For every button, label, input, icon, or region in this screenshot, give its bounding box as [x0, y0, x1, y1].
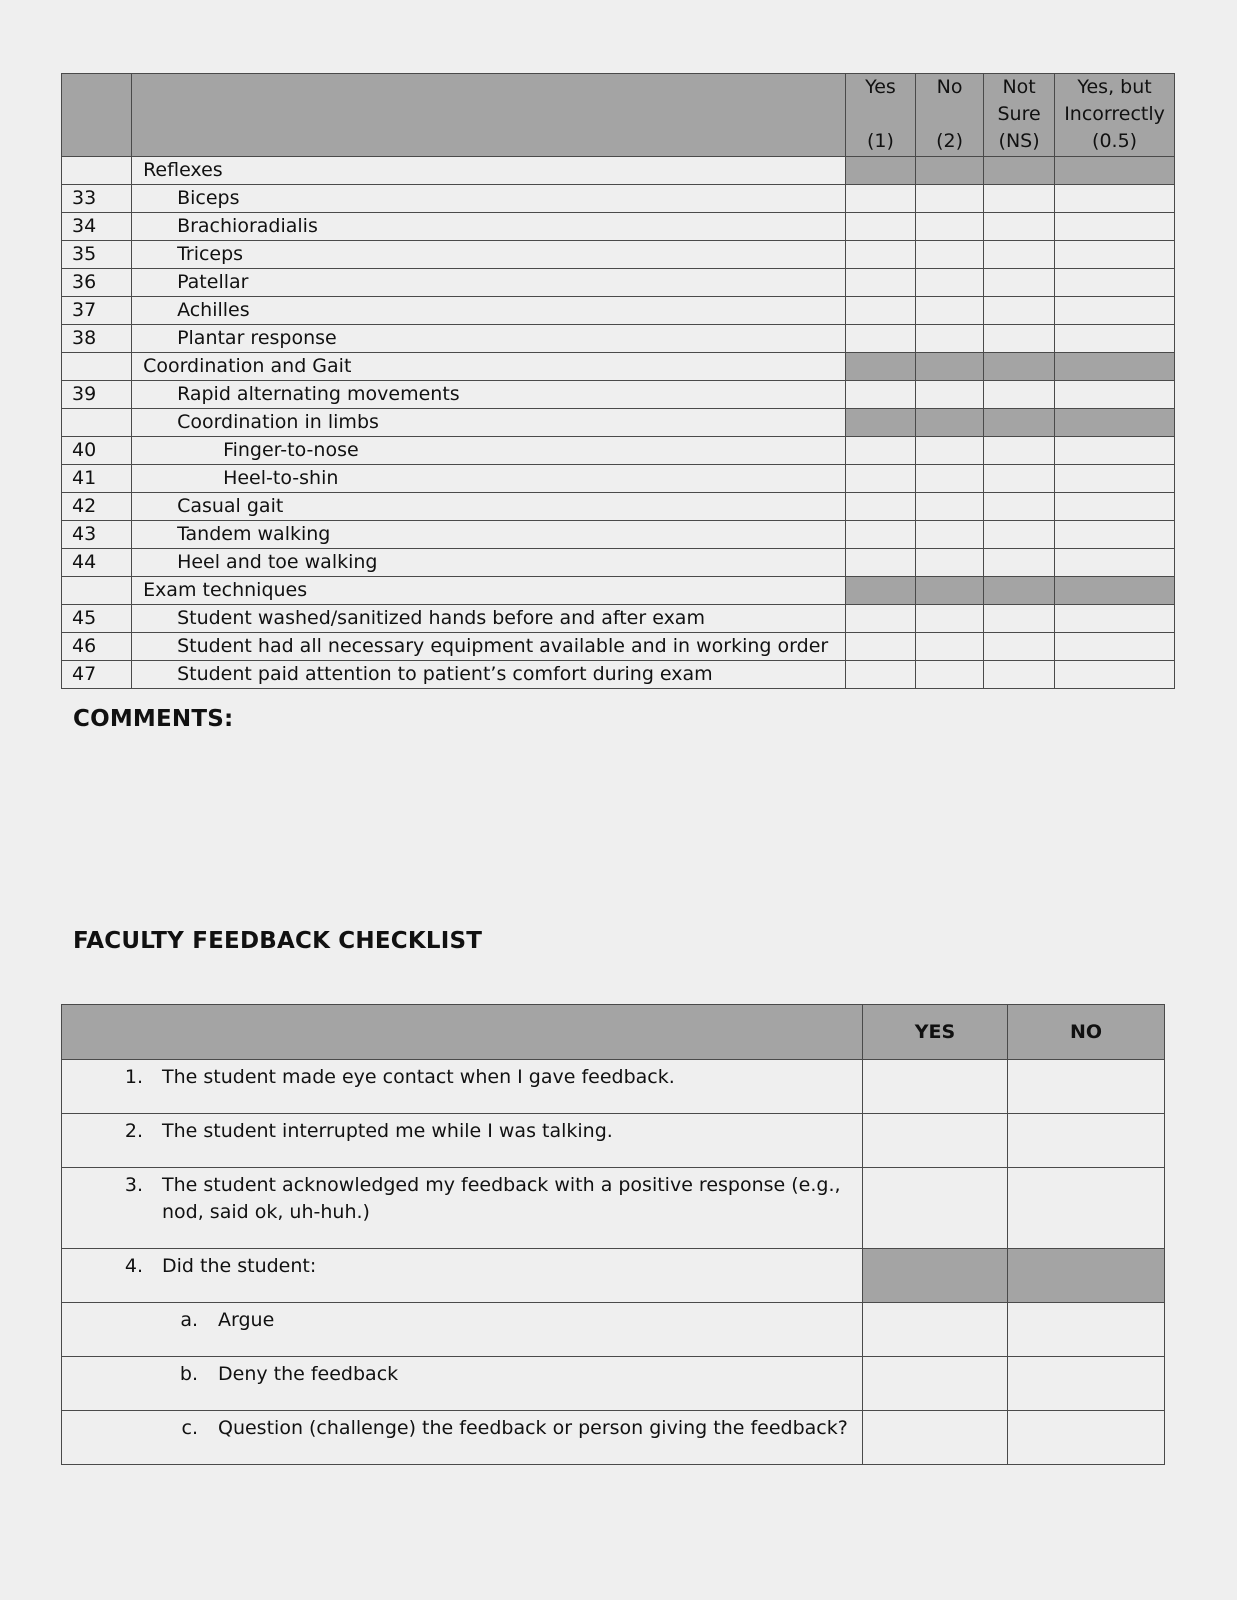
rating-cell-yes[interactable] — [845, 633, 915, 661]
row-number: 43 — [62, 521, 132, 549]
feedback-question-cell — [62, 1060, 863, 1114]
header-no — [916, 74, 984, 157]
rating-cell-not-sure[interactable] — [984, 241, 1055, 269]
header-no-line-1: No — [936, 76, 963, 98]
feedback-item-number: a. — [180, 1309, 198, 1331]
rating-cell-not-sure[interactable] — [984, 381, 1055, 409]
checklist-row — [62, 661, 1175, 689]
rating-cell-not-sure[interactable] — [984, 605, 1055, 633]
feedback-question-cell — [62, 1114, 863, 1168]
row-label: Student paid attention to patient’s comfort during exam — [132, 661, 846, 689]
feedback-cell-no[interactable] — [1008, 1114, 1165, 1168]
checklist-row — [62, 185, 1175, 213]
feedback-item-text: The student interrupted me while I was talking. — [162, 1120, 613, 1142]
row-label: Triceps — [132, 241, 846, 269]
header-yes-line-1: Yes — [865, 76, 896, 98]
row-label: Rapid alternating movements — [132, 381, 846, 409]
row-label: Patellar — [132, 269, 846, 297]
rating-cell-incorrect[interactable] — [1055, 549, 1175, 577]
feedback-cell-yes[interactable] — [863, 1114, 1008, 1168]
feedback-item-number: c. — [181, 1417, 198, 1439]
row-number: 39 — [62, 381, 132, 409]
rating-cell-incorrect[interactable] — [1055, 185, 1175, 213]
row-label: Biceps — [132, 185, 846, 213]
rating-cell-incorrect[interactable] — [1055, 269, 1175, 297]
checklist-row — [62, 325, 1175, 353]
header-incorrect-line-1: Yes, but — [1077, 76, 1152, 98]
section-row — [62, 409, 1175, 437]
feedback-question — [62, 1172, 862, 1226]
feedback-question — [62, 1118, 862, 1145]
header-yes-line-3: (1) — [867, 130, 894, 152]
row-label: Achilles — [132, 297, 846, 325]
rating-cell-incorrect[interactable] — [1055, 381, 1175, 409]
row-number: 46 — [62, 633, 132, 661]
checklist-row — [62, 549, 1175, 577]
rating-cell-incorrect[interactable] — [1055, 465, 1175, 493]
feedback-item-row — [62, 1357, 1165, 1411]
row-number: 42 — [62, 493, 132, 521]
rating-cell-not-sure[interactable] — [984, 437, 1055, 465]
rating-cell-incorrect[interactable] — [1055, 521, 1175, 549]
row-label: Coordination and Gait — [132, 353, 846, 381]
checklist-row — [62, 465, 1175, 493]
rating-cell-no[interactable] — [916, 661, 984, 689]
rating-cell-not-sure[interactable] — [984, 549, 1055, 577]
feedback-cell-yes — [863, 1249, 1008, 1303]
row-label: Finger-to-nose — [132, 437, 846, 465]
feedback-header-no: NO — [1008, 1005, 1165, 1060]
rating-cell-no[interactable] — [916, 185, 984, 213]
rating-cell-incorrect[interactable] — [1055, 493, 1175, 521]
checklist-row — [62, 493, 1175, 521]
rating-cell-not-sure — [984, 157, 1055, 185]
rating-cell-no[interactable] — [916, 605, 984, 633]
rating-cell-not-sure[interactable] — [984, 325, 1055, 353]
header-not-sure-line-2: Sure — [997, 103, 1041, 125]
rating-cell-no[interactable] — [916, 437, 984, 465]
header-not-sure — [984, 74, 1055, 157]
feedback-cell-yes[interactable] — [863, 1411, 1008, 1465]
header-item-cell — [132, 74, 846, 157]
rating-cell-no[interactable] — [916, 549, 984, 577]
row-number: 33 — [62, 185, 132, 213]
section-row — [62, 353, 1175, 381]
row-label: Student had all necessary equipment available and in working order — [132, 633, 846, 661]
row-number: 35 — [62, 241, 132, 269]
feedback-item-text: The student made eye contact when I gave feedback. — [162, 1066, 675, 1088]
rating-cell-yes — [845, 577, 915, 605]
feedback-item-number: 2. — [124, 1120, 143, 1142]
rating-cell-not-sure[interactable] — [984, 493, 1055, 521]
header-number-cell — [62, 74, 132, 157]
faculty-feedback-table — [61, 1004, 1165, 1465]
feedback-question-cell — [62, 1249, 863, 1303]
rating-cell-not-sure[interactable] — [984, 521, 1055, 549]
rating-cell-yes[interactable] — [845, 605, 915, 633]
rating-cell-not-sure[interactable] — [984, 633, 1055, 661]
feedback-question — [62, 1415, 862, 1442]
feedback-item-number: 4. — [124, 1255, 143, 1277]
row-label: Student washed/sanitized hands before and after exam — [132, 605, 846, 633]
section-row — [62, 157, 1175, 185]
row-number: 47 — [62, 661, 132, 689]
row-number — [62, 577, 132, 605]
rating-cell-not-sure[interactable] — [984, 661, 1055, 689]
feedback-item-text: Did the student: — [162, 1255, 317, 1277]
exam-header-row — [62, 74, 1175, 157]
feedback-header-question — [62, 1005, 863, 1060]
feedback-item-text: Argue — [218, 1309, 275, 1331]
rating-cell-incorrect — [1055, 577, 1175, 605]
rating-cell-yes[interactable] — [845, 269, 915, 297]
rating-cell-no[interactable] — [916, 465, 984, 493]
header-incorrect — [1055, 74, 1175, 157]
rating-cell-incorrect[interactable] — [1055, 325, 1175, 353]
rating-cell-yes — [845, 157, 915, 185]
row-number: 38 — [62, 325, 132, 353]
rating-cell-incorrect — [1055, 157, 1175, 185]
header-no-line-3: (2) — [936, 130, 963, 152]
rating-cell-no — [916, 353, 984, 381]
comments-heading: COMMENTS: — [73, 706, 234, 732]
checklist-row — [62, 633, 1175, 661]
row-number: 36 — [62, 269, 132, 297]
rating-cell-incorrect[interactable] — [1055, 241, 1175, 269]
header-yes-line-2 — [846, 101, 915, 128]
rating-cell-not-sure[interactable] — [984, 297, 1055, 325]
row-label: Exam techniques — [132, 577, 846, 605]
feedback-header-yes: YES — [863, 1005, 1008, 1060]
feedback-item-text: Deny the feedback — [218, 1363, 399, 1385]
row-number — [62, 157, 132, 185]
rating-cell-no[interactable] — [916, 269, 984, 297]
rating-cell-no[interactable] — [916, 325, 984, 353]
rating-cell-yes[interactable] — [845, 381, 915, 409]
feedback-cell-yes[interactable] — [863, 1303, 1008, 1357]
rating-cell-yes — [845, 409, 915, 437]
feedback-question — [62, 1253, 862, 1280]
rating-cell-incorrect[interactable] — [1055, 297, 1175, 325]
feedback-question-cell — [62, 1357, 863, 1411]
rating-cell-yes[interactable] — [845, 521, 915, 549]
checklist-row — [62, 269, 1175, 297]
rating-cell-not-sure — [984, 577, 1055, 605]
row-number: 44 — [62, 549, 132, 577]
header-no-line-2 — [916, 101, 983, 128]
header-yes — [845, 74, 915, 157]
feedback-cell-no[interactable] — [1008, 1303, 1165, 1357]
feedback-table-body — [62, 1060, 1165, 1465]
exam-checklist-table — [61, 73, 1175, 689]
rating-cell-incorrect[interactable] — [1055, 661, 1175, 689]
rating-cell-yes[interactable] — [845, 661, 915, 689]
rating-cell-not-sure[interactable] — [984, 465, 1055, 493]
rating-cell-no[interactable] — [916, 521, 984, 549]
row-number: 41 — [62, 465, 132, 493]
row-label: Tandem walking — [132, 521, 846, 549]
rating-cell-no[interactable] — [916, 381, 984, 409]
rating-cell-yes[interactable] — [845, 465, 915, 493]
feedback-question-cell — [62, 1411, 863, 1465]
checklist-row — [62, 437, 1175, 465]
rating-cell-yes[interactable] — [845, 241, 915, 269]
feedback-item-row — [62, 1114, 1165, 1168]
row-label: Coordination in limbs — [132, 409, 846, 437]
rating-cell-no — [916, 577, 984, 605]
row-label: Heel and toe walking — [132, 549, 846, 577]
checklist-row — [62, 213, 1175, 241]
rating-cell-yes[interactable] — [845, 185, 915, 213]
row-label: Heel-to-shin — [132, 465, 846, 493]
row-label: Reflexes — [132, 157, 846, 185]
rating-cell-incorrect[interactable] — [1055, 633, 1175, 661]
feedback-item-number: 3. — [124, 1174, 143, 1196]
rating-cell-incorrect[interactable] — [1055, 213, 1175, 241]
row-number: 37 — [62, 297, 132, 325]
feedback-item-number: 1. — [124, 1066, 143, 1088]
feedback-item-text: The student acknowledged my feedback with a positive response (e.g., nod, said ok, uh-huh.) — [162, 1174, 841, 1223]
feedback-cell-no[interactable] — [1008, 1411, 1165, 1465]
rating-cell-no[interactable] — [916, 633, 984, 661]
feedback-cell-yes[interactable] — [863, 1060, 1008, 1114]
feedback-question — [62, 1307, 862, 1334]
rating-cell-no — [916, 409, 984, 437]
header-incorrect-line-2: Incorrectly — [1064, 103, 1165, 125]
rating-cell-not-sure[interactable] — [984, 213, 1055, 241]
feedback-header-row — [62, 1005, 1165, 1060]
rating-cell-yes[interactable] — [845, 297, 915, 325]
rating-cell-incorrect[interactable] — [1055, 605, 1175, 633]
rating-cell-yes — [845, 353, 915, 381]
feedback-question — [62, 1064, 862, 1091]
row-label: Brachioradialis — [132, 213, 846, 241]
feedback-item-row — [62, 1249, 1165, 1303]
rating-cell-incorrect[interactable] — [1055, 437, 1175, 465]
row-label: Casual gait — [132, 493, 846, 521]
exam-table-body — [62, 157, 1175, 689]
row-number: 40 — [62, 437, 132, 465]
rating-cell-yes[interactable] — [845, 493, 915, 521]
rating-cell-not-sure — [984, 353, 1055, 381]
rating-cell-not-sure[interactable] — [984, 185, 1055, 213]
feedback-item-row — [62, 1060, 1165, 1114]
feedback-cell-no[interactable] — [1008, 1357, 1165, 1411]
header-incorrect-line-3: (0.5) — [1092, 130, 1138, 152]
feedback-item-text: Question (challenge) the feedback or person giving the feedback? — [218, 1417, 848, 1439]
rating-cell-no[interactable] — [916, 493, 984, 521]
rating-cell-yes[interactable] — [845, 325, 915, 353]
rating-cell-yes[interactable] — [845, 213, 915, 241]
rating-cell-incorrect — [1055, 409, 1175, 437]
checklist-row — [62, 605, 1175, 633]
checklist-row — [62, 381, 1175, 409]
rating-cell-no[interactable] — [916, 213, 984, 241]
feedback-question-cell — [62, 1168, 863, 1249]
feedback-item-row — [62, 1303, 1165, 1357]
rating-cell-no[interactable] — [916, 241, 984, 269]
rating-cell-not-sure — [984, 409, 1055, 437]
rating-cell-incorrect — [1055, 353, 1175, 381]
rating-cell-no — [916, 157, 984, 185]
checklist-row — [62, 521, 1175, 549]
feedback-cell-no — [1008, 1249, 1165, 1303]
row-number — [62, 353, 132, 381]
row-number: 34 — [62, 213, 132, 241]
rating-cell-yes[interactable] — [845, 437, 915, 465]
checklist-row — [62, 297, 1175, 325]
feedback-cell-yes[interactable] — [863, 1357, 1008, 1411]
row-number: 45 — [62, 605, 132, 633]
rating-cell-yes[interactable] — [845, 549, 915, 577]
feedback-item-number: b. — [179, 1363, 198, 1385]
rating-cell-no[interactable] — [916, 297, 984, 325]
feedback-item-row — [62, 1411, 1165, 1465]
feedback-title: FACULTY FEEDBACK CHECKLIST — [73, 928, 483, 954]
feedback-item-row — [62, 1168, 1165, 1249]
rating-cell-not-sure[interactable] — [984, 269, 1055, 297]
feedback-question — [62, 1361, 862, 1388]
feedback-cell-no[interactable] — [1008, 1168, 1165, 1249]
feedback-cell-no[interactable] — [1008, 1060, 1165, 1114]
checklist-row — [62, 241, 1175, 269]
row-number — [62, 409, 132, 437]
header-not-sure-line-1: Not — [1002, 76, 1036, 98]
feedback-cell-yes[interactable] — [863, 1168, 1008, 1249]
row-label: Plantar response — [132, 325, 846, 353]
header-not-sure-line-3: (NS) — [998, 130, 1040, 152]
feedback-question-cell — [62, 1303, 863, 1357]
section-row — [62, 577, 1175, 605]
